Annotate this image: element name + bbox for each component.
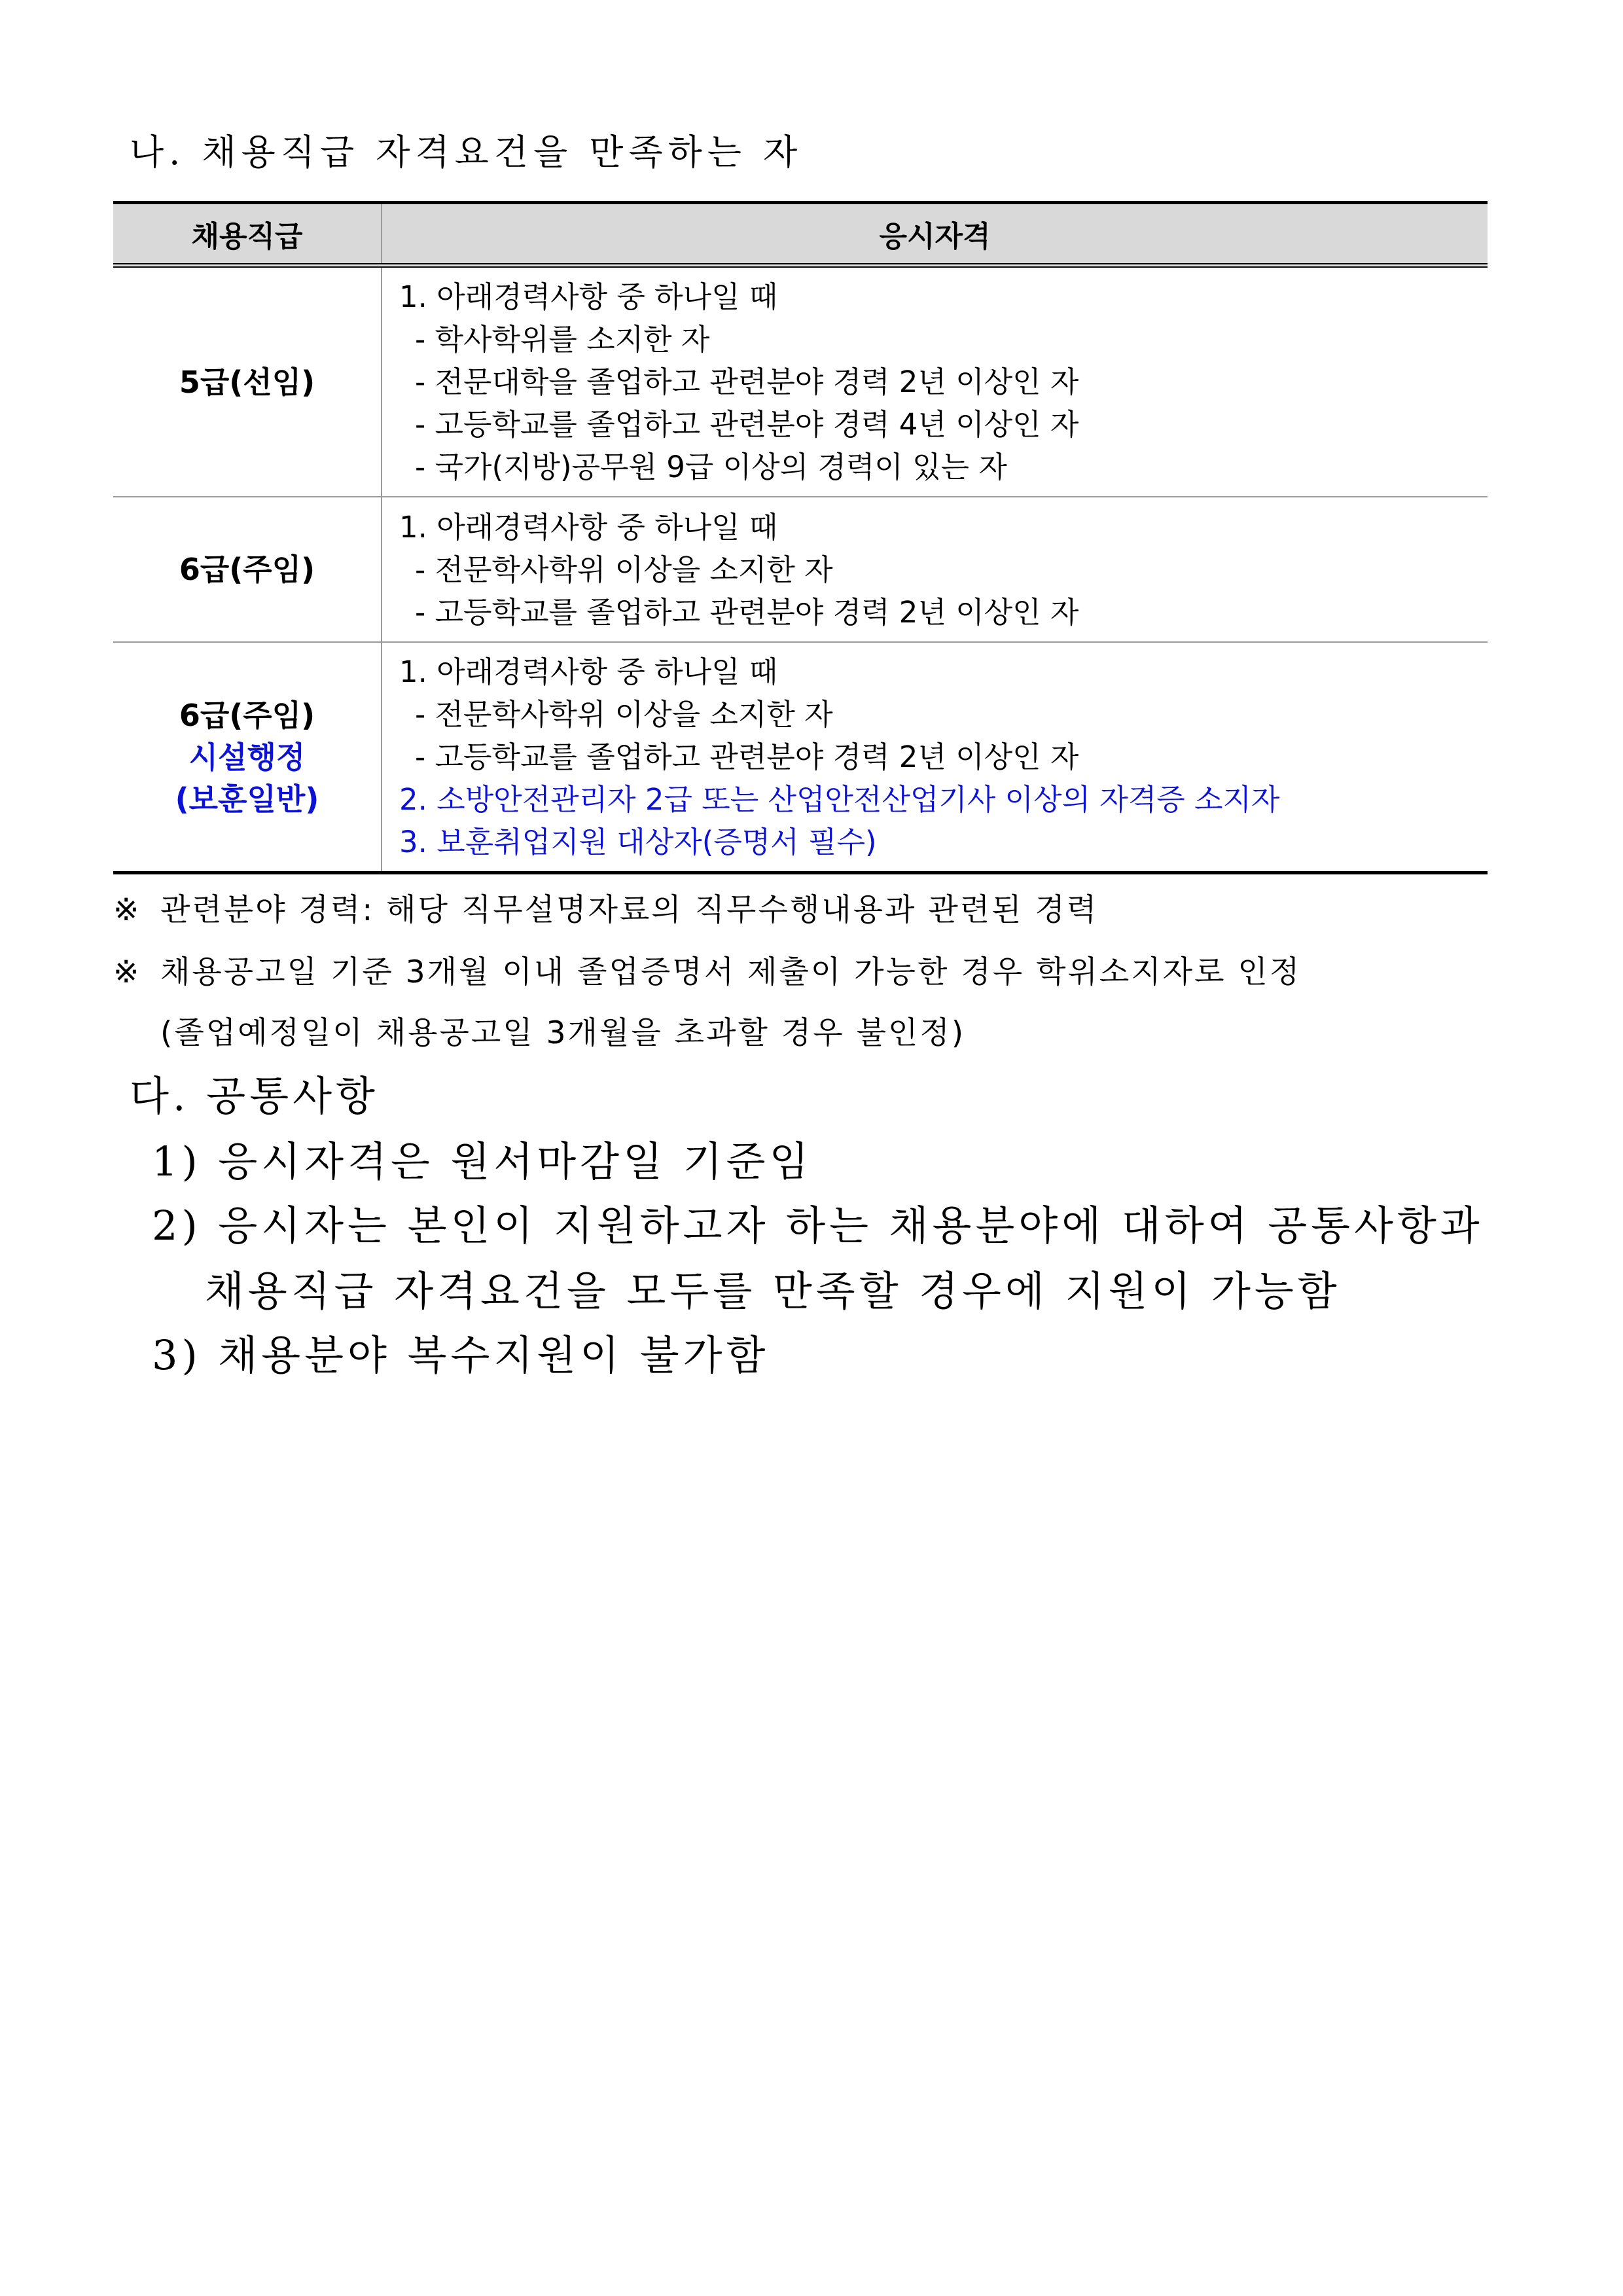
grade-cell bbox=[113, 266, 382, 497]
section-title-c: 다. 공통사항 bbox=[130, 1072, 379, 1120]
qualification-item: 1. 아래경력사항 중 하나일 때 bbox=[399, 655, 778, 689]
grade-label: 6급(주임) bbox=[179, 552, 315, 587]
note-related-experience bbox=[113, 886, 1098, 929]
note-mark: ※ bbox=[113, 954, 141, 990]
qualification-subitem: - 고등학교를 졸업하고 관련분야 경력 2년 이상인 자 bbox=[415, 594, 1079, 630]
common-item: 3) 채용분야 복수지원이 불가함 bbox=[152, 1331, 770, 1379]
common-item: 1) 응시자격은 원서마감일 기준임 bbox=[152, 1138, 813, 1185]
note-text: 채용공고일 기준 3개월 이내 졸업증명서 제출이 가능한 경우 학위소지자로 인정 bbox=[160, 954, 1302, 990]
grade-label: 6급(주임) bbox=[179, 697, 315, 733]
note-continuation: (졸업예정일이 채용공고일 3개월을 초과할 경우 불인정) bbox=[160, 1015, 966, 1051]
header-grade: 채용직급 bbox=[113, 203, 382, 266]
qualification-cell bbox=[382, 497, 1488, 642]
table-row bbox=[113, 642, 1488, 873]
qualification-subitem: - 전문대학을 졸업하고 관련분야 경력 2년 이상인 자 bbox=[415, 365, 1079, 399]
qualification-item-highlight: 2. 소방안전관리자 2급 또는 산업안전산업기사 이상의 자격증 소지자 bbox=[399, 782, 1280, 817]
grade-cell bbox=[113, 497, 382, 642]
table-row bbox=[113, 266, 1488, 497]
grade-label-highlight: (보훈일반) bbox=[175, 781, 319, 817]
qualification-subitem: - 고등학교를 졸업하고 관련분야 경력 2년 이상인 자 bbox=[415, 740, 1079, 774]
qualification-subitem: - 고등학교를 졸업하고 관련분야 경력 4년 이상인 자 bbox=[415, 407, 1079, 442]
section-title-b: 나. 채용직급 자격요건을 만족하는 자 bbox=[130, 132, 803, 173]
note-text: 관련분야 경력: 해당 직무설명자료의 직무수행내용과 관련된 경력 bbox=[160, 892, 1099, 928]
grade-label-highlight: 시설행정 bbox=[188, 739, 306, 775]
note-mark: ※ bbox=[113, 892, 141, 928]
qualification-subitem: - 전문학사학위 이상을 소지한 자 bbox=[415, 697, 833, 732]
qualification-subitem: - 전문학사학위 이상을 소지한 자 bbox=[415, 552, 833, 587]
qualification-cell bbox=[382, 642, 1488, 873]
qualification-subitem: - 학사학위를 소지한 자 bbox=[415, 322, 710, 357]
qualification-cell bbox=[382, 266, 1488, 497]
grade-cell bbox=[113, 642, 382, 873]
header-qualification: 응시자격 bbox=[382, 203, 1488, 266]
qualification-item: 1. 아래경력사항 중 하나일 때 bbox=[399, 279, 778, 314]
qualification-table bbox=[113, 201, 1488, 874]
table-row bbox=[113, 497, 1488, 642]
grade-label: 5급(선임) bbox=[179, 364, 315, 400]
table-header-row bbox=[113, 203, 1488, 266]
qualification-item-highlight: 3. 보훈취업지원 대상자(증명서 필수) bbox=[399, 825, 877, 859]
common-item: 2) 응시자는 본인이 지원하고자 하는 채용분야에 대하여 공통사항과 bbox=[152, 1202, 1484, 1249]
common-item-continuation: 채용직급 자격요건을 모두를 만족할 경우에 지원이 가능함 bbox=[205, 1267, 1341, 1315]
qualification-subitem: - 국가(지방)공무원 9급 이상의 경력이 있는 자 bbox=[415, 450, 1007, 484]
qualification-item: 1. 아래경력사항 중 하나일 때 bbox=[399, 509, 778, 545]
note-graduation bbox=[113, 948, 1301, 992]
